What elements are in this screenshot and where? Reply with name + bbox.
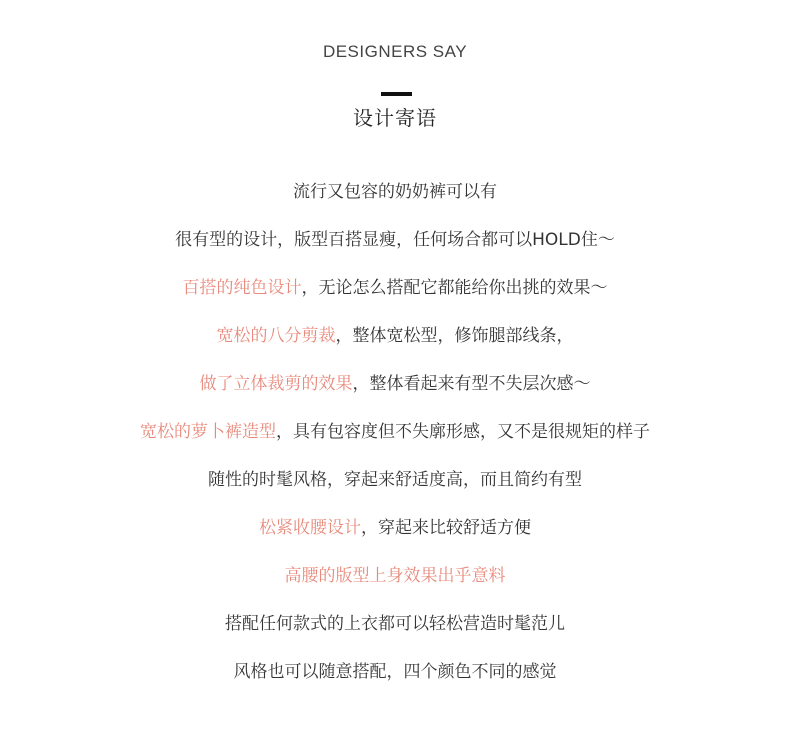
line-text: 随性的时髦风格，穿起来舒适度高，而且简约有型 [208, 470, 582, 490]
line-text: ，具有包容度但不失廓形感，又不是很规矩的样子 [276, 422, 650, 442]
title-divider [381, 92, 412, 96]
description-line [0, 560, 790, 608]
line-text: ，无论怎么搭配它都能给你出挑的效果～ [301, 278, 608, 298]
section-title-en: DESIGNERS SAY [322, 42, 468, 61]
highlighted-phrase: 宽松的八分剪裁 [216, 326, 336, 346]
description-line [0, 368, 790, 416]
description-text-block [0, 176, 790, 704]
description-line [0, 656, 790, 704]
line-text: ，穿起来比较舒适方便 [361, 518, 531, 538]
description-line [0, 176, 790, 224]
line-text: 流行又包容的奶奶裤可以有 [293, 182, 497, 202]
line-text: ，整体宽松型，修饰腿部线条， [335, 326, 574, 346]
line-text: 很有型的设计，版型百搭显瘦，任何场合都可以HOLD住～ [175, 230, 615, 250]
description-line [0, 272, 790, 320]
description-line [0, 416, 790, 464]
highlighted-phrase: 高腰的版型上身效果出乎意料 [284, 566, 506, 586]
highlighted-phrase: 宽松的萝卜裤造型 [140, 422, 276, 442]
section-title-cn: 设计寄语 [353, 106, 437, 130]
highlighted-phrase: 百搭的纯色设计 [182, 278, 302, 298]
line-text: 风格也可以随意搭配，四个颜色不同的感觉 [233, 662, 557, 682]
description-line [0, 464, 790, 512]
description-line [0, 512, 790, 560]
line-text: 搭配任何款式的上衣都可以轻松营造时髦范儿 [225, 614, 565, 634]
highlighted-phrase: 松紧收腰设计 [259, 518, 361, 538]
highlighted-phrase: 做了立体裁剪的效果 [199, 374, 353, 394]
description-line [0, 608, 790, 656]
description-line [0, 224, 790, 272]
description-line [0, 320, 790, 368]
line-text: ，整体看起来有型不失层次感～ [352, 374, 591, 394]
